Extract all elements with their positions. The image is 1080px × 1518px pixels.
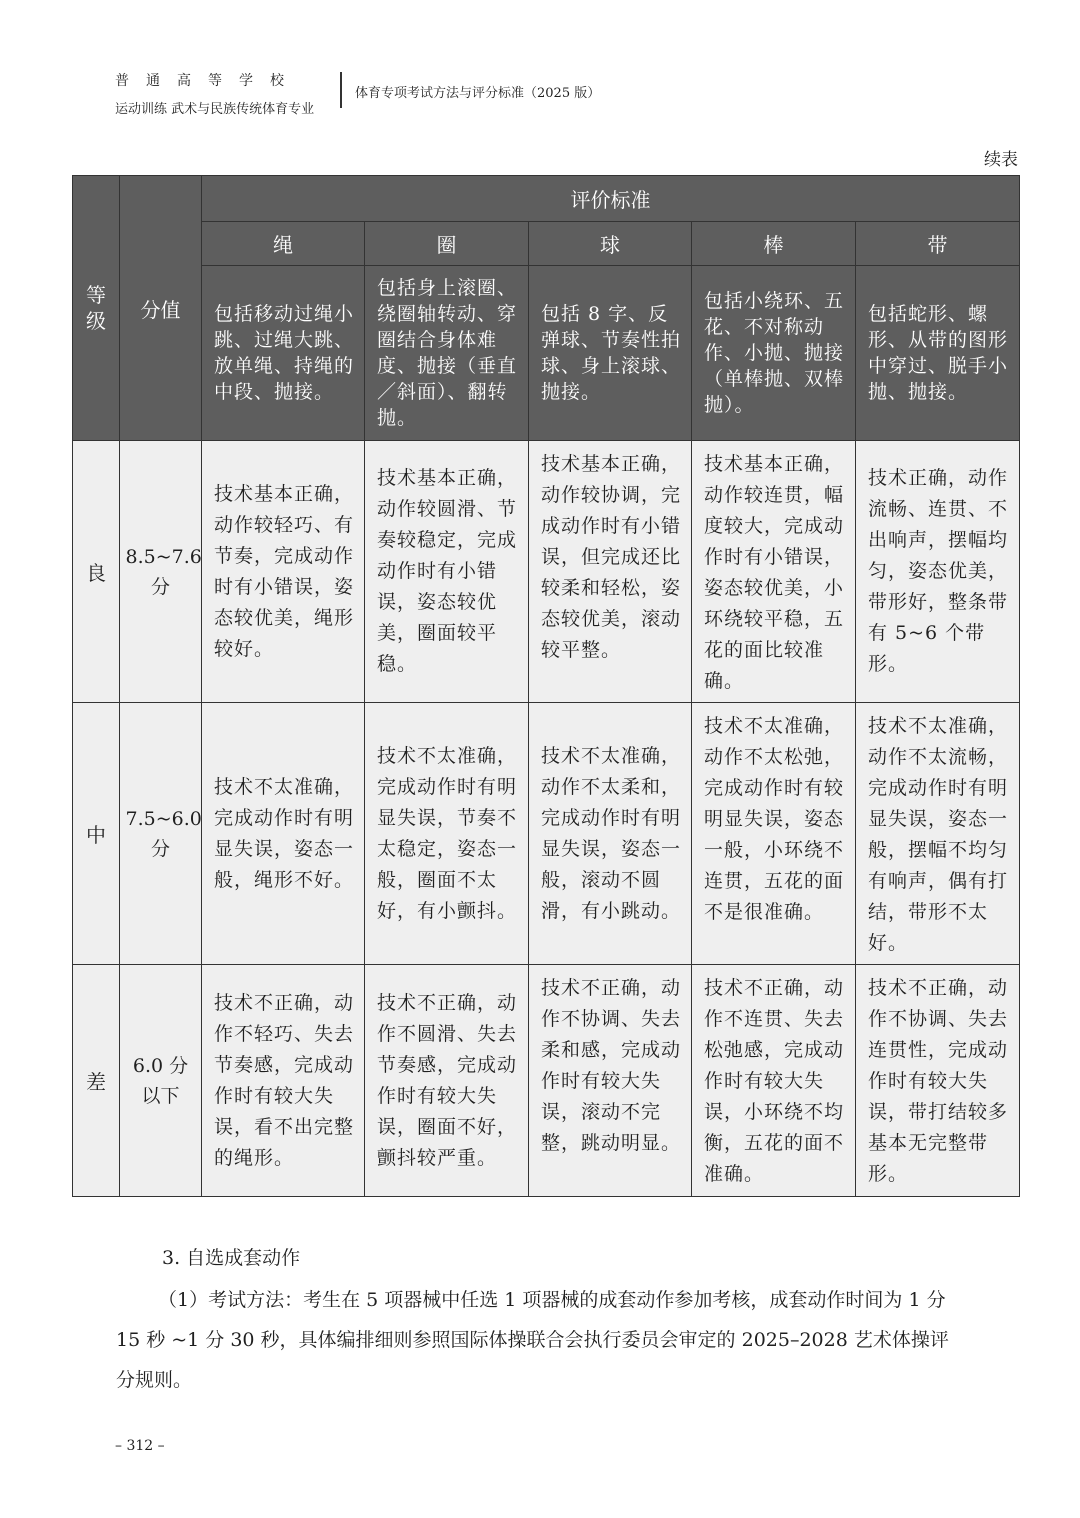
header-score: 分值 (120, 176, 202, 441)
header-divider (340, 72, 342, 108)
criteria-cell: 技术不太准确，完成动作时有明显失误，姿态一般，绳形不好。 (202, 703, 365, 965)
criteria-cell: 技术基本正确，动作较连贯，幅度较大，完成动作时有小错误，姿态较优美，小环绕较平稳，五花的面比较准确。 (692, 441, 856, 703)
apparatus-desc-hoop: 包括身上滚圈、绕圈轴转动、穿圈结合身体难度、抛接（垂直／斜面）、翻转抛。 (365, 266, 529, 441)
page-number: – 312 – (115, 1438, 165, 1454)
criteria-cell: 技术不太准确，动作不太流畅，完成动作时有明显失误，姿态一般，摆幅不均匀有响声，偶有打结，带形不太好。 (856, 703, 1020, 965)
score-range: 8.5~7.6 分 (120, 441, 202, 703)
table-row (73, 441, 1020, 703)
criteria-cell: 技术不正确，动作不协调、失去连贯性，完成动作时有较大失误，带打结较多基本无完整带形。 (856, 965, 1020, 1197)
criteria-cell: 技术基本正确，动作较协调，完成动作时有小错误，但完成还比较柔和轻松，姿态较优美，滚动较平整。 (529, 441, 692, 703)
criteria-cell: 技术基本正确，动作较轻巧、有节奏，完成动作时有小错误，姿态较优美，绳形较好。 (202, 441, 365, 703)
criteria-cell: 技术不太准确，完成动作时有明显失误，节奏不太稳定，姿态一般，圈面不太好，有小颤抖。 (365, 703, 529, 965)
score-range: 7.5~6.0 分 (120, 703, 202, 965)
table-continued-label: 续表 (984, 150, 1018, 170)
criteria-cell: 技术不太准确，动作不太松弛，完成动作时有较明显失误，姿态一般，小环绕不连贯，五花的面不是很准确。 (692, 703, 856, 965)
apparatus-desc-ball: 包括 8 字、反弹球、节奏性拍球、身上滚球、抛接。 (529, 266, 692, 441)
grade-label: 良 (73, 441, 120, 703)
header-criteria: 评价标准 (202, 176, 1020, 222)
criteria-cell: 技术不正确，动作不轻巧、失去节奏感，完成动作时有较大失误，看不出完整的绳形。 (202, 965, 365, 1197)
header-major: 运动训练 武术与民族传统体育专业 (115, 102, 315, 117)
criteria-cell: 技术不太准确，动作不太柔和，完成动作时有明显失误，姿态一般，滚动不圆滑，有小跳动。 (529, 703, 692, 965)
table-row (73, 703, 1020, 965)
apparatus-hoop: 圈 (365, 222, 529, 266)
header-school: 普通高等学校 (115, 73, 301, 89)
criteria-cell: 技术不正确，动作不连贯、失去松弛感，完成动作时有较大失误，小环绕不均衡，五花的面不准确。 (692, 965, 856, 1197)
grade-label: 差 (73, 965, 120, 1197)
criteria-cell: 技术正确，动作流畅、连贯、不出响声，摆幅均匀，姿态优美，带形好，整条带有 5~6 个带形。 (856, 441, 1020, 703)
apparatus-rope: 绳 (202, 222, 365, 266)
header-grade: 等级 (73, 176, 120, 441)
grade-label: 中 (73, 703, 120, 965)
criteria-cell: 技术不正确，动作不圆滑、失去节奏感，完成动作时有较大失误，圈面不好，颤抖较严重。 (365, 965, 529, 1197)
apparatus-desc-ribbon: 包括蛇形、螺形、从带的图形中穿过、脱手小抛、抛接。 (856, 266, 1020, 441)
apparatus-clubs: 棒 (692, 222, 856, 266)
criteria-cell: 技术不正确，动作不协调、失去柔和感，完成动作时有较大失误，滚动不完整，跳动明显。 (529, 965, 692, 1197)
score-range: 6.0 分以下 (120, 965, 202, 1197)
apparatus-ball: 球 (529, 222, 692, 266)
apparatus-desc-clubs: 包括小绕环、五花、不对称动作、小抛、抛接（单棒抛、双棒抛）。 (692, 266, 856, 441)
grading-table (72, 175, 1020, 1197)
apparatus-ribbon: 带 (856, 222, 1020, 266)
header-book-title: 体育专项考试方法与评分标准（2025 版） (355, 86, 601, 101)
apparatus-desc-rope: 包括移动过绳小跳、过绳大跳、放单绳、持绳的中段、抛接。 (202, 266, 365, 441)
criteria-cell: 技术基本正确，动作较圆滑、节奏较稳定，完成动作时有小错误，姿态较优美，圈面较平稳。 (365, 441, 529, 703)
section-paragraph: （1）考试方法：考生在 5 项器械中任选 1 项器械的成套动作参加考核，成套动作时间为 1 分 15 秒 ~1 分 30 秒，具体编排细则参照国际体操联合会执行委员会审定的 2025–2028 艺术体操评分规则。 (116, 1289, 949, 1391)
header-left (115, 70, 330, 117)
table-row (73, 965, 1020, 1197)
section-title: 3. 自选成套动作 (162, 1247, 301, 1269)
